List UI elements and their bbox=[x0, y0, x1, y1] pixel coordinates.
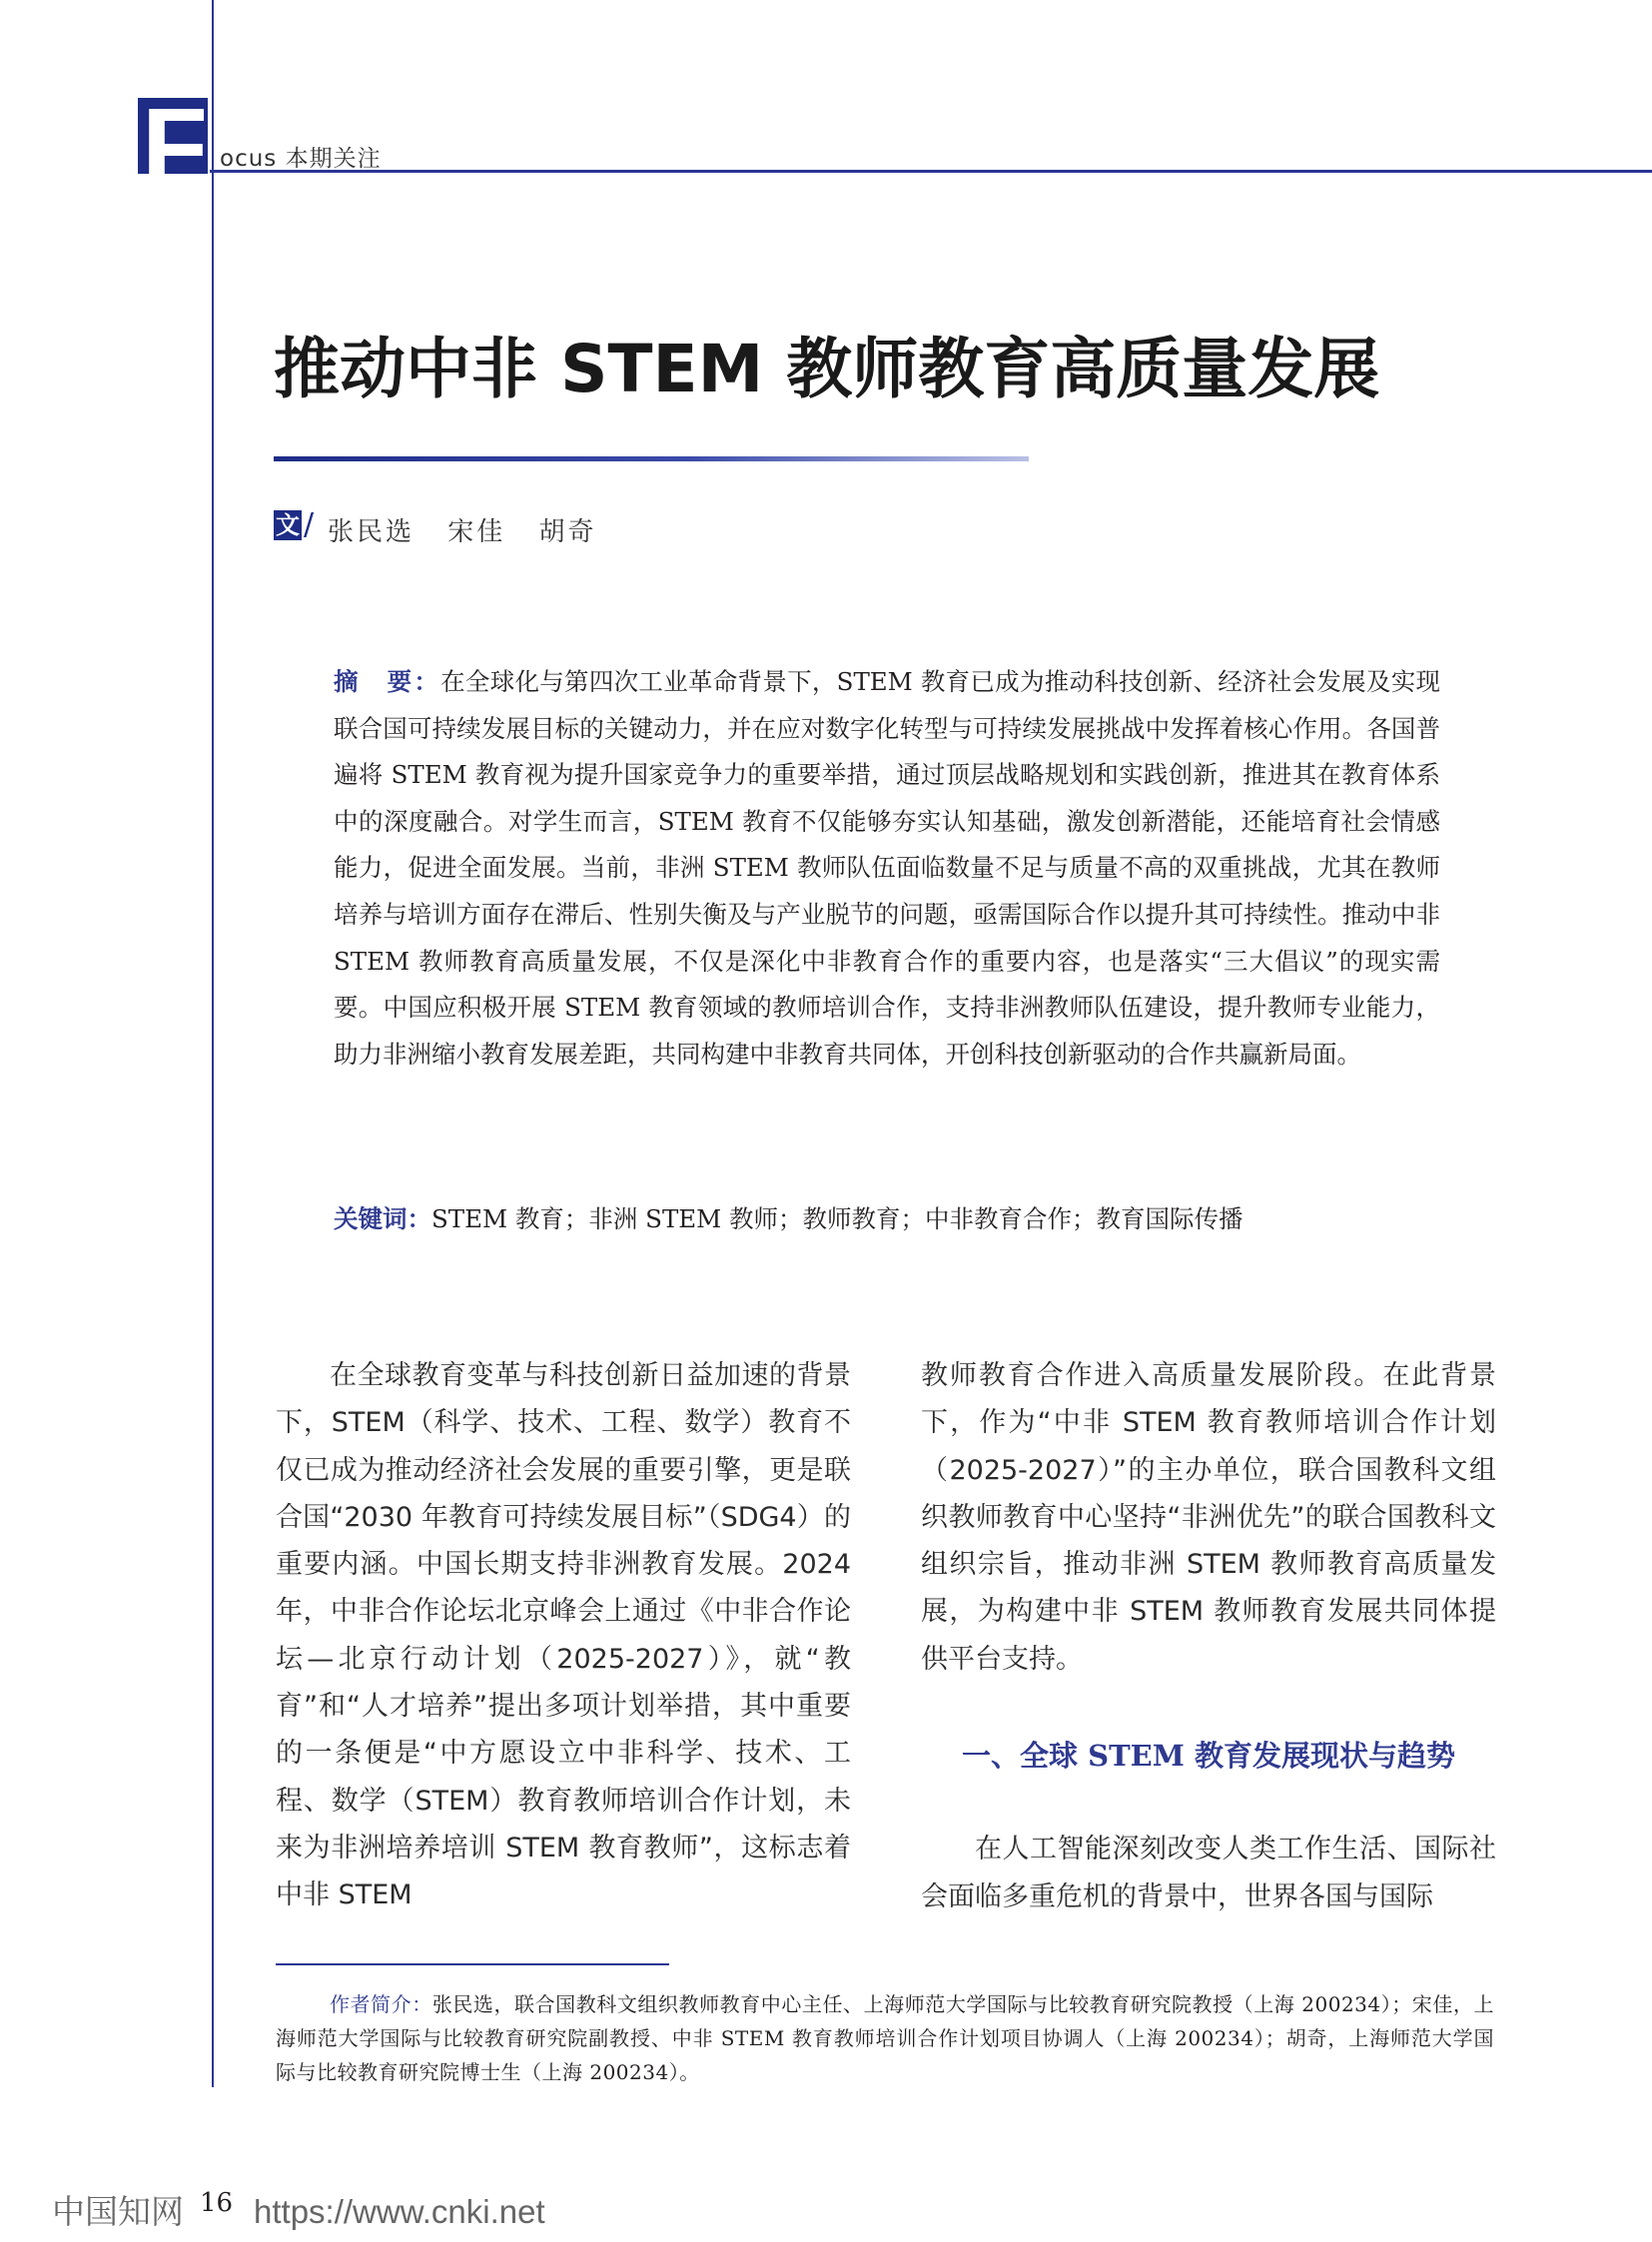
keywords bbox=[334, 1196, 1440, 1242]
cnki-watermark bbox=[52, 2186, 545, 2233]
byline-slash: / bbox=[304, 507, 315, 542]
body-paragraph-continuation: 教师教育合作进入高质量发展阶段。在此背景下，作为“中非 STEM 教育教师培训合作计划（2025-2027）”的主办单位，联合国教科文组织教师教育中心坚持“非洲优先”的联合国教科文组织宗旨，推动非洲 STEM 教师教育高质量发展，为构建中非 STEM 教师教育发展共同体提供平台支持。 bbox=[921, 1360, 1496, 1675]
body-paragraph: 在人工智能深刻改变人类工作生活、国际社会面临多重危机的背景中，世界各国与国际 bbox=[921, 1834, 1496, 1912]
page-number: 16 bbox=[200, 2188, 234, 2218]
abstract-label: 摘 要： bbox=[334, 667, 441, 696]
footnote-text: 张民选，联合国教科文组织教师教育中心主任、上海师范大学国际与比较教育研究院教授（上海 200234）；宋佳，上海师范大学国际与比较教育研究院副教授、中非 STEM 教育教师培训合作计划项目协调人（上海 200234）；胡奇，上海师范大学国际与比较教育研究院博士生（上海 200234）。 bbox=[276, 1992, 1494, 2084]
author-footnote bbox=[276, 1987, 1494, 2089]
abstract-text: 在全球化与第四次工业革命背景下，STEM 教育已成为推动科技创新、经济社会发展及实现联合国可持续发展目标的关键动力，并在应对数字化转型与可持续发展挑战中发挥着核心作用。各国普遍将 STEM 教育视为提升国家竞争力的重要举措，通过顶层战略规划和实践创新，推进其在教育体系中的深度融合。对学生而言，STEM 教育不仅能够夯实认知基础，激发创新潜能，还能培育社会情感能力，促进全面发展。当前，非洲 STEM 教师队伍面临数量不足与质量不高的双重挑战，尤其在教师培养与培训方面存在滞后、性别失衡及与产业脱节的问题，亟需国际合作以提升其可持续性。推动中非 STEM 教师教育高质量发展，不仅是深化中非教育合作的重要内容，也是落实“三大倡议”的现实需要。中国应积极开展 STEM 教育领域的教师培训合作，支持非洲教师队伍建设，提升教师专业能力，助力非洲缩小教育发展差距，共同构建中非教育共同体，开创科技创新驱动的合作共赢新局面。 bbox=[334, 667, 1440, 1069]
header-vertical-rule bbox=[212, 0, 214, 2087]
page-title: 推动中非 STEM 教师教育高质量发展 bbox=[274, 331, 1380, 407]
title-underline bbox=[274, 456, 1029, 461]
body-column-right bbox=[921, 1352, 1496, 1920]
focus-logo-letter: F bbox=[142, 85, 208, 206]
section-tag: ocus 本期关注 bbox=[220, 146, 382, 172]
keywords-label: 关键词： bbox=[334, 1204, 431, 1233]
footnote-rule bbox=[276, 1963, 669, 1965]
header-horizontal-rule bbox=[210, 170, 1652, 173]
watermark-url[interactable]: https://www.cnki.net bbox=[254, 2193, 545, 2230]
section-heading: 一、全球 STEM 教育发展现状与趋势 bbox=[962, 1739, 1455, 1774]
body-column-left bbox=[276, 1352, 851, 1919]
footnote-label: 作者简介： bbox=[330, 1992, 432, 2016]
byline-prefix: 文 bbox=[276, 511, 300, 539]
watermark-site-name: 中国知网 bbox=[52, 2193, 184, 2230]
body-paragraph: 在全球教育变革与科技创新日益加速的背景下，STEM（科学、技术、工程、数学）教育不仅已成为推动经济社会发展的重要引擎，更是联合国“2030 年教育可持续发展目标”（SDG4）的重要内涵。中国长期支持非洲教育发展。2024 年，中非合作论坛北京峰会上通过《中非合作论坛—北京行动计划（2025-2027）》，就“教育”和“人才培养”提出多项计划举措，其中重要的一条便是“中方愿设立中非科学、技术、工程、数学（STEM）教育教师培训合作计划，未来为非洲培养培训 STEM 教育教师”，这标志着中非 STEM bbox=[276, 1360, 851, 1911]
abstract bbox=[334, 659, 1440, 1078]
keywords-text: STEM 教育；非洲 STEM 教师；教师教育；中非教育合作；教育国际传播 bbox=[431, 1204, 1243, 1233]
byline-authors: 张民选 宋佳 胡奇 bbox=[328, 517, 597, 547]
